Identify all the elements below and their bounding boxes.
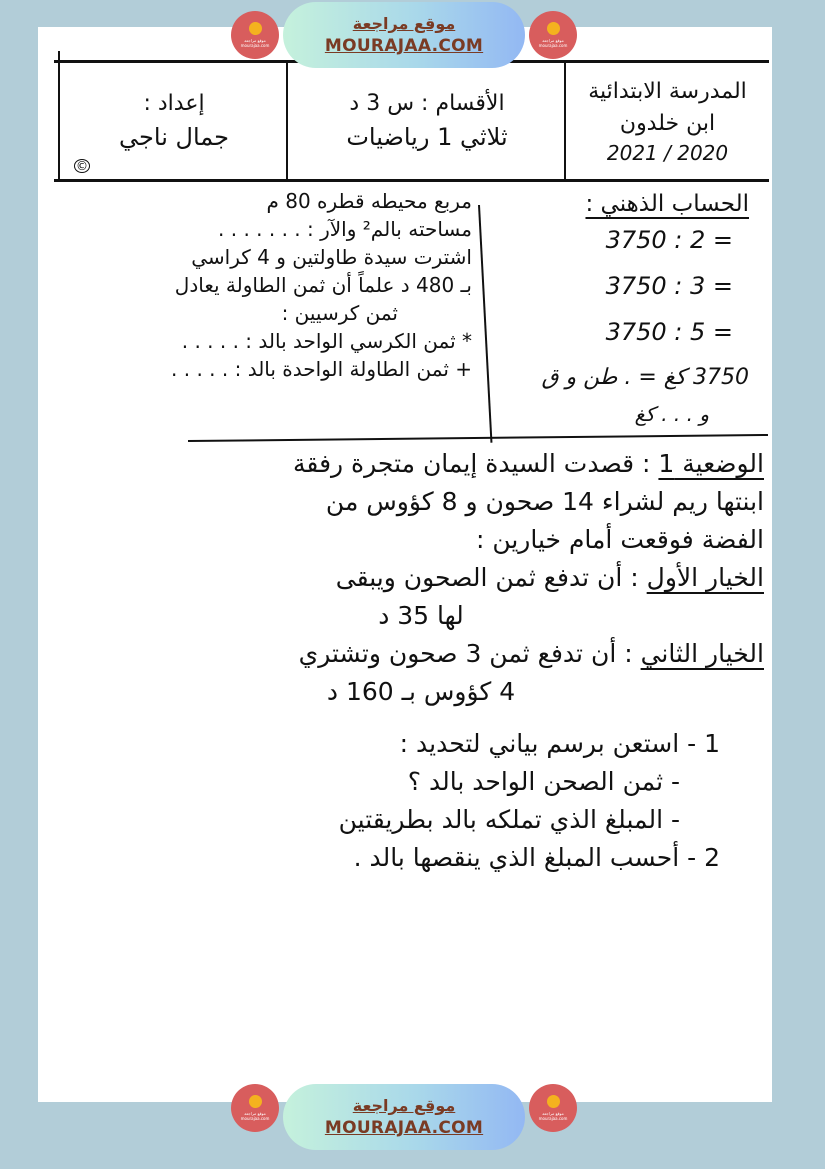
school-cell — [566, 63, 769, 179]
author-label: إعداد : — [143, 91, 205, 116]
geometry-line: ثمن كرسيين : — [281, 301, 398, 325]
geometry-line: اشترت سيدة طاولتين و 4 كراسي — [191, 245, 472, 269]
exam-classes: الأقسام : س 3 د — [349, 91, 505, 116]
mental-math-section — [486, 183, 769, 443]
geometry-section — [78, 187, 478, 383]
situation-text: : قصدت السيدة إيمان متجرة رفقة — [293, 449, 651, 478]
option1-continuation: لها 35 د — [378, 601, 464, 630]
author-name: جمال ناجي — [119, 123, 229, 151]
mental-math-row: 3750 : 5 = — [605, 318, 733, 346]
question-1b: - المبلغ الذي تملكه بالد بطريقتين — [338, 805, 680, 834]
site-badge-link[interactable] — [283, 2, 525, 68]
site-logo-circle[interactable] — [231, 1084, 279, 1132]
question-1: 1 - استعن برسم بياني لتحديد : — [399, 729, 720, 758]
geometry-line: * ثمن الكرسي الواحد بالد : . . . . . — [181, 329, 472, 353]
site-logo-circle[interactable] — [529, 11, 577, 59]
option2-label: الخيار الثاني — [640, 639, 764, 668]
question-2: 2 - أحسب المبلغ الذي ينقصها بالد . — [353, 843, 720, 872]
exam-subject: ثلاثي 1 رياضيات — [346, 123, 508, 151]
geometry-line: بـ 480 د علماً أن ثمن الطاولة يعادل — [174, 273, 472, 297]
option2-text: : أن تدفع ثمن 3 صحون وتشتري — [298, 639, 633, 668]
option1-label: الخيار الأول — [646, 563, 764, 592]
option2-continuation: 4 كؤوس بـ 160 د — [326, 677, 516, 706]
logo-icon — [547, 1095, 560, 1108]
logo-icon — [249, 22, 262, 35]
logo-caption: موقع مراجعة mourajaa.com — [538, 1111, 568, 1121]
situation-intro-line: الفضة فوقعت أمام خيارين : — [475, 525, 764, 554]
logo-caption: موقع مراجعة mourajaa.com — [240, 38, 270, 48]
exam-page — [38, 27, 772, 1102]
question-1a: - ثمن الصحن الواحد بالد ؟ — [407, 767, 680, 796]
mental-math-row: 3750 : 3 = — [605, 272, 733, 300]
logo-caption: موقع مراجعة mourajaa.com — [538, 38, 568, 48]
mental-math-row: 3750 كغ = . طن و ق — [541, 365, 749, 390]
geometry-line: + ثمن الطاولة الواحدة بالد : . . . . . — [171, 357, 472, 381]
site-name-latin: MOURAJAA.COM — [324, 36, 484, 56]
site-name-arabic: موقع مراجعة — [352, 1096, 456, 1115]
site-badge-link[interactable] — [283, 1084, 525, 1150]
site-logo-circle[interactable] — [231, 11, 279, 59]
school-name: المدرسة الابتدائية — [588, 79, 747, 104]
option1-text: : أن تدفع ثمن الصحون ويبقى — [335, 563, 639, 592]
logo-caption: موقع مراجعة mourajaa.com — [240, 1111, 270, 1121]
school-year: 2021 / 2020 — [606, 141, 729, 165]
header-table — [54, 60, 769, 182]
situation-intro-line: ابنتها ريم لشراء 14 صحون و 8 كؤوس من — [325, 487, 764, 516]
school-location: ابن خلدون — [619, 111, 716, 136]
site-logo-circle[interactable] — [529, 1084, 577, 1132]
exam-cell — [288, 63, 566, 179]
geometry-line: مساحته بالم² والآر : . . . . . . . — [218, 217, 472, 241]
author-cell — [60, 63, 288, 179]
geometry-line: مربع محيطه قطره 80 م — [266, 189, 472, 213]
mental-math-row: 3750 : 2 = — [605, 226, 733, 254]
situation-intro-line — [78, 445, 770, 483]
situation-section — [78, 445, 770, 877]
situation-label: الوضعية 1 — [658, 449, 764, 478]
logo-icon — [249, 1095, 262, 1108]
copyright-icon: © — [76, 159, 88, 173]
mental-math-row: و . . . كغ — [634, 402, 709, 426]
site-name-arabic: موقع مراجعة — [352, 14, 456, 33]
logo-icon — [547, 22, 560, 35]
site-name-latin: MOURAJAA.COM — [324, 1118, 484, 1138]
mental-math-title: الحساب الذهني : — [585, 191, 749, 217]
